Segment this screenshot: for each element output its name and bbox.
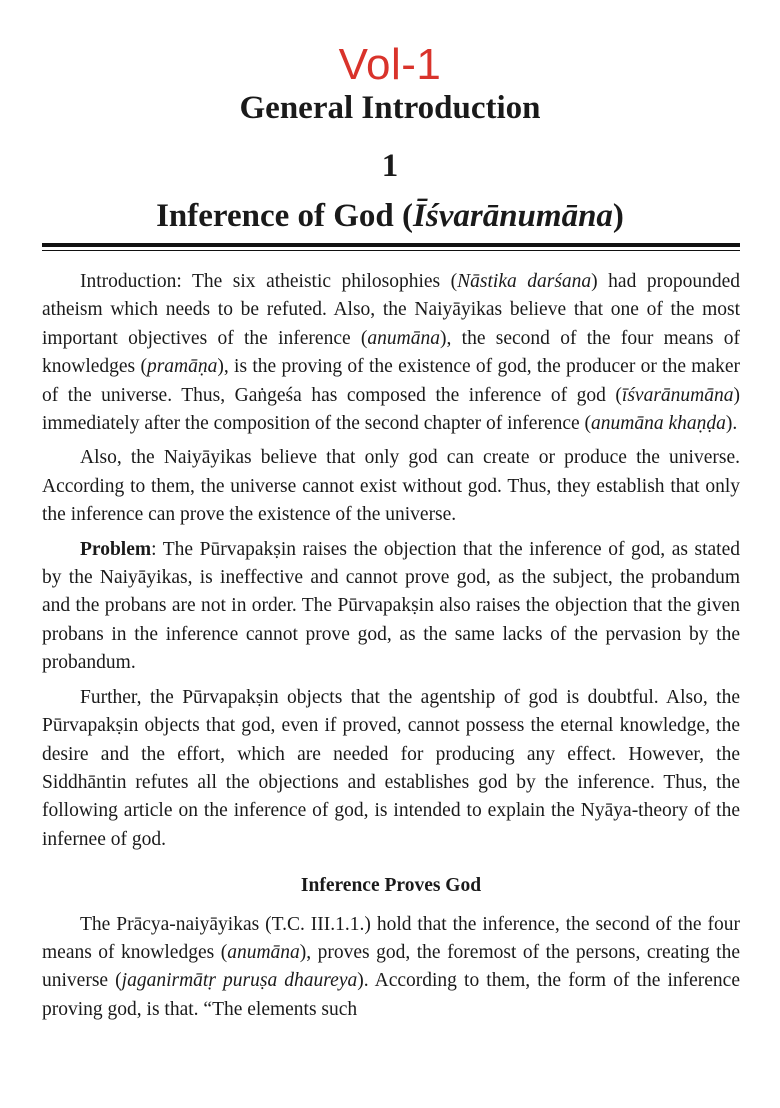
problem-label: Problem — [80, 538, 152, 560]
italic-term: anumāna khaṇḍa — [591, 413, 726, 435]
chapter-number: 1 — [381, 148, 399, 184]
section-heading: Inference Proves God — [300, 875, 482, 897]
text-run: ) had propounded atheism which needs to be refuted. Also, the Naiyāyikas believe that one of the most important objectives of the inference ( — [42, 271, 740, 349]
text-run: : The Pūrvapakṣin raises the objection that the inference of god, as stated by the Naiyāyikas, is ineffective and cannot prove god, as the subject, the probandum and the probans are not in order. The Pūrvapakṣin also raises the objection that the given probans in the inference cannot prove god, as the same lacks of the pervasion by the probandum. — [42, 538, 740, 674]
italic-term: anumāna — [227, 941, 300, 963]
text-run: ), proves god, the foremost of the persons, creating the universe ( — [42, 941, 740, 992]
part-title: General Introduction — [239, 90, 541, 126]
paragraph-pracya — [42, 911, 740, 1025]
volume-label: Vol-1 — [338, 40, 442, 89]
chapter-title-sanskrit: Īśvarānumāna — [413, 198, 613, 234]
chapter-title-suffix: ) — [612, 198, 624, 234]
chapter-title-prefix: Inference of God ( — [156, 198, 414, 234]
text-run: The Prācya-naiyāyikas (T.C. III.1.1.) hold that the inference, the second of the four means of knowledges ( — [42, 913, 740, 963]
body-text — [42, 268, 740, 1030]
paragraph-objections: Further, the Pūrvapakṣin objects that the agentship of god is doubtful. Also, the Pūrvapakṣin objects that god, even if proved, cannot possess the eternal knowledge, the desire and the effort, which are needed for producing any effect. However, the Siddhāntin refutes all the objections and establishes god by the inference. Thus, the following article on the inference of god, is intended to explain the Nyāya-theory of the infernee of god. — [42, 686, 740, 850]
text-run: Introduction: The six atheistic philosophies ( — [80, 271, 458, 292]
italic-term: īśvarānumāna — [621, 384, 734, 406]
title-rule-thin — [42, 250, 740, 251]
text-run: ). — [725, 413, 738, 435]
paragraph-introduction — [42, 268, 740, 438]
italic-term: Nāstika darśana — [457, 271, 592, 292]
italic-term: pramāṇa — [146, 356, 218, 378]
paragraph-naiyayikas: Also, the Naiyāyikas believe that only god can create or produce the universe. According to them, the universe cannot exist without god. Thus, they establish that only the inference can prove the existence of the universe. — [42, 447, 740, 526]
italic-term: anumāna — [367, 327, 441, 349]
italic-term: jaganirmātṛ puruṣa dhaureya — [121, 970, 358, 992]
text-run: ), is the proving of the existence of god, the producer or the maker of the universe. Thus, Gaṅgeśa has composed the inference of god ( — [42, 356, 740, 406]
text-run: ) immediately after the composition of the second chapter of inference ( — [42, 384, 740, 435]
paragraph-problem — [42, 536, 740, 678]
chapter-title — [0, 198, 780, 235]
text-run: ), the second of the four means of knowledges ( — [42, 327, 740, 378]
title-rule-thick — [42, 243, 740, 247]
text-run: ). According to them, the form of the inference proving god, is that. “The elements such — [42, 970, 740, 1020]
